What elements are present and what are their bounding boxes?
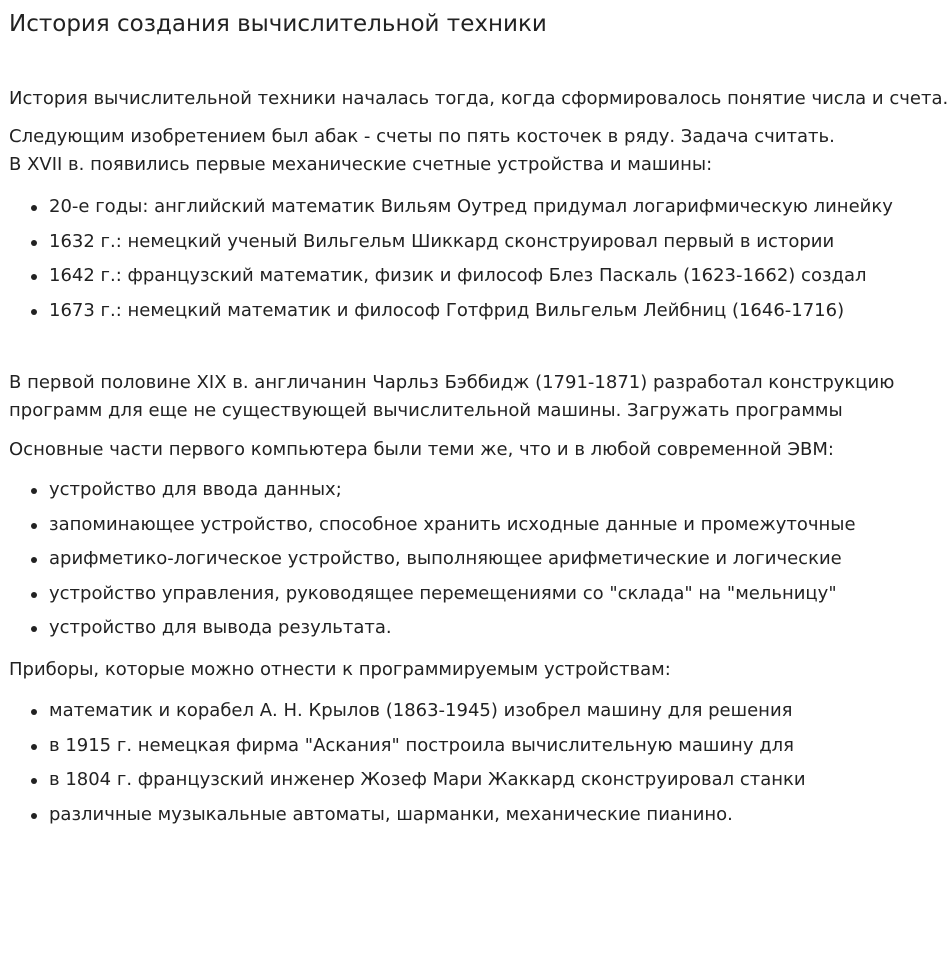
list-item	[0, 545, 842, 580]
list-item	[0, 476, 839, 511]
list-item	[0, 732, 839, 767]
bullet-icon	[31, 309, 37, 315]
list-item-text: различные музыкальные автоматы, шарманки, механические пианино.	[49, 803, 733, 825]
bullet-icon	[31, 205, 37, 211]
paragraph-programmable-text: Приборы, которые можно отнести к программируемым устройствам:	[9, 659, 671, 680]
list-item	[0, 801, 839, 836]
list-item-text: 20-е годы: английский математик Вильям Оутред придумал логарифмическую линейку	[49, 196, 893, 217]
list-item	[0, 228, 839, 263]
list-item-text: запоминающее устройство, способное хранить исходные данные и промежуточные	[49, 513, 856, 535]
page-title: История создания вычислительной техники	[9, 11, 547, 37]
paragraph-intro	[9, 85, 948, 113]
list-item-text: устройство для ввода данных;	[49, 479, 342, 500]
paragraph-babbage	[9, 369, 895, 425]
list-item	[0, 580, 839, 615]
list-item	[0, 193, 893, 228]
list-mechanical-devices	[0, 193, 893, 331]
list-item-text: арифметико-логическое устройство, выполняющее арифметические и логические	[49, 548, 842, 570]
paragraph-babbage-line-1: В первой половине XIX в. англичанин Чарльз Бэббидж (1791-1871) разработал конструкцию	[9, 372, 895, 393]
bullet-icon	[31, 709, 37, 715]
list-item-text: в 1804 г. французский инженер Жозеф Мари Жаккард сконструировал станки	[49, 769, 806, 791]
bullet-icon	[31, 813, 37, 819]
paragraph-programmable	[9, 656, 839, 684]
bullet-icon	[31, 523, 37, 529]
list-programmable-devices	[0, 697, 839, 835]
bullet-icon	[31, 557, 37, 563]
bullet-icon	[31, 274, 37, 280]
list-item	[0, 297, 845, 332]
bullet-icon	[31, 592, 37, 598]
list-computer-parts	[0, 476, 856, 649]
paragraph-abacus	[9, 123, 839, 179]
list-item	[0, 766, 839, 801]
paragraph-abacus-line-1: Следующим изобретением был абак - счеты по пять косточек в ряду. Задача считать.	[9, 126, 835, 147]
bullet-icon	[31, 240, 37, 246]
list-item-text: 1673 г.: немецкий математик и философ Готфрид Вильгельм Лейбниц (1646-1716)	[49, 299, 845, 321]
paragraph-computer-parts	[9, 436, 839, 464]
list-item-text: устройство управления, руководящее перемещениями со "склада" на "мельницу"	[49, 582, 837, 604]
list-item-text: устройство для вывода результата.	[49, 617, 392, 639]
paragraph-intro-text: История вычислительной техники началась тогда, когда сформировалось понятие числа и счета.	[9, 88, 948, 109]
list-item-text: 1642 г.: французский математик, физик и философ Блез Паскаль (1623-1662) создал	[49, 265, 867, 287]
bullet-icon	[31, 744, 37, 750]
list-item-text: математик и корабел А. Н. Крылов (1863-1945) изобрел машину для решения	[49, 700, 793, 721]
list-item	[0, 697, 839, 732]
list-item-text: 1632 г.: немецкий ученый Вильгельм Шиккард сконструировал первый в истории	[49, 230, 835, 252]
paragraph-computer-parts-text: Основные части первого компьютера были теми же, что и в любой современной ЭВМ:	[9, 439, 834, 460]
list-item	[0, 614, 839, 649]
bullet-icon	[31, 488, 37, 494]
list-item-text: в 1915 г. немецкая фирма "Аскания" построила вычислительную машину для	[49, 734, 794, 756]
paragraph-babbage-line-2: программ для еще не существующей вычислительной машины. Загружать программы	[9, 400, 843, 421]
bullet-icon	[31, 626, 37, 632]
list-item	[0, 511, 856, 546]
list-item	[0, 262, 867, 297]
bullet-icon	[31, 778, 37, 784]
paragraph-abacus-line-2: В XVII в. появились первые механические счетные устройства и машины:	[9, 154, 713, 175]
